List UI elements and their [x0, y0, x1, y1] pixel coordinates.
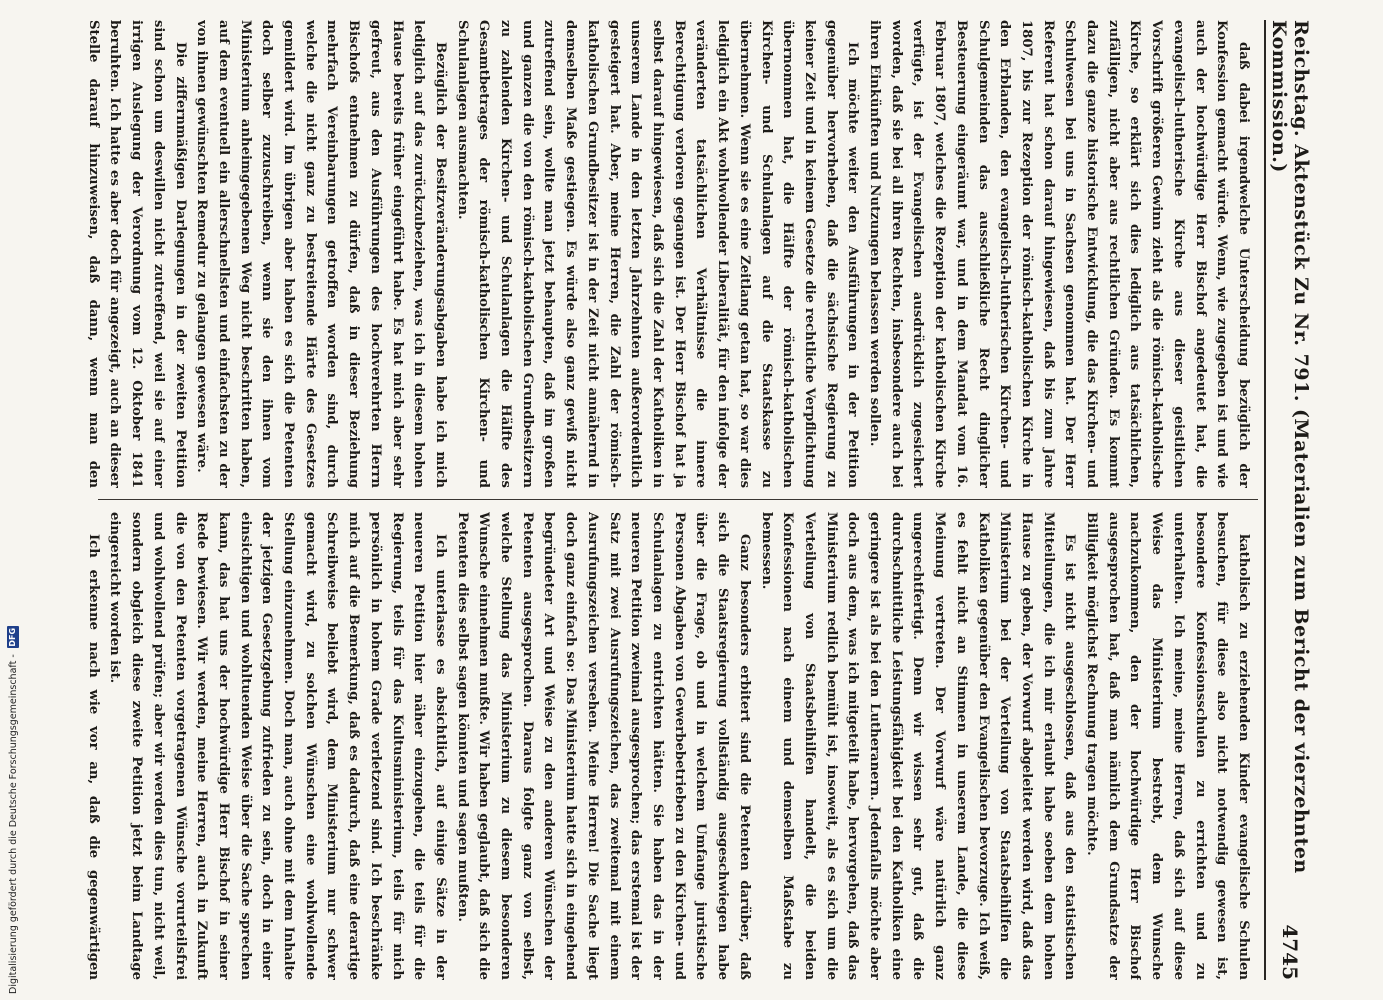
rotated-page-content	[70, 0, 1310, 1000]
column-divider	[98, 499, 1258, 500]
paragraph: daß dabei irgendwelche Unterscheidung bezüglich der Konfession gemacht würde. Wenn, wie zugegeben ist und wie auch der hochwürdige Herr Bischof angedeutet hat, die evangelisch-lutherische Kirche aus dieser geistlichen Vorschrift größeren Gewinn zieht als die römisch-katholische Kirche, so erklärt sich dies lediglich aus tatsächlichen, zufälligen, nicht aber aus rechtlichen Gründen. Es kommt dazu die ganze historische Entwicklung, die das Kirchen- und Schulwesen bei uns in Sachsen genommen hat. Der Herr Referent hat schon darauf hingewiesen, daß bis zum Jahre 1807, bis zur Rezeption der römisch-katholischen Kirche in den Erblanden, den evangelisch-lutherischen Kirchen- und Schulgemeinden das ausschließliche Recht dinglicher Besteuerung eingeräumt war, und in dem Mandat vom 16. Februar 1807, welches die Rezeption der katholischen Kirche verfügte, ist der Evangelischen ausdrücklich zugesichert worden, daß sie bei all ihren Rechten, insbesondere auch bei ihren Einkünften und Nutzungen belassen werden sollen.	[867, 20, 1251, 488]
paragraph: Bezüglich der Besitzveränderungsabgaben habe ich mich lediglich auf das zurückzubeziehen, was ich in diesem hohen Hause bereits früher eingeführt habe. Es hat mich aber sehr gefreut, aus den Ausführungen des hochverehrten Herrn Bischofs entnehmen zu dürfen, daß in dieser Beziehung mehrfach Vereinbarungen getroffen worden sind, durch welche die nicht ganz zu bestreitende Härte des Gesetzes gemildert wird. Im übrigen aber haben es sich die Petenten doch selber zuzuschreiben, wenn sie den ihnen vom Ministerium anheimgegebenen Weg nicht beschritten haben, auf dem eventuell ein allerschnellsten und einfachsten zu der von ihnen gewünschten Remedur zu gelangen gewesen wäre.	[194, 20, 448, 488]
text-column-left	[84, 20, 1254, 488]
page-number: 4745	[1278, 924, 1302, 980]
dfg-logo-icon: DFG	[8, 627, 17, 647]
text-column-right	[84, 512, 1254, 980]
header-rule	[1264, 20, 1266, 980]
paragraph: Die ziffernmäßigen Darlegungen in der zweiten Petition sind schon um deswillen nicht zutreffend, weil sie auf einer irrigen Auslegung der Verordnung vom 12. Oktober 1841 beruhten. Ich hatte es aber doch für angezeigt, auch an dieser Stelle darauf hinzuweisen, daß dann, wenn man den	[85, 20, 188, 488]
page-header	[1270, 20, 1310, 980]
paragraph: Ich unterlasse es absichtlich, auf einige Sätze in der neueren Petition hier näher einzugehen, die teils für die Regierung, teils für das Kultusministerium, teils für mich persönlich in hohem Grade verletzend sind. Ich beschränke mich auf die Bemerkung, daß es dadurch, daß eine derartige Schreibweise beliebt wird, dem Ministerium nur schwer gemacht wird, zu solchen Wünschen eine wohlwollende Stellung einzunehmen. Doch man, auch ohne mit dem Inhalte der jetzigen Gesetzgebung zufrieden zu sein, doch in einer einsichtigen und wohltuenden Weise über die Sache sprechen kann, das hat uns der hochwürdige Herr Bischof in seiner Rede bewiesen. Wir werden, meine Herren, auch in Zukunft die von den Petenten vorgetragenen Wünsche vorurteilsfrei und wohlwollend prüfen; aber wir werden dies tun, nicht weil, sondern obgleich diese zweite Petition jetzt beim Landtage eingereicht worden ist.	[107, 512, 448, 980]
paragraph: Ganz besonders erbitert sind die Petenten darüber, daß sich die Staatsregierung vollständig ausgeschwiegen habe über die Frage, ob und in welchem Umfange juristische Personen Abgaben von Gewerbebetrieben zu den Kirchen- und Schulanlagen zu entrichten hätten. Sie haben das in der neueren Petition zweimal ausgesprochen; das erstemal ist der Satz mit zwei Ausrufungszeichen, das zweitemal mit einem Ausrufungszeichen versehen. Meine Herren! Die Sache liegt doch ganz einfach so: Das Ministerium hatte sich in eingehend begründeter Art und Weise zu den anderen Wünschen der Petenten ausgesprochen. Daraus folgte ganz von selbst, welche Stellung das Ministerium zu diesem besonderen Wunsche einnehmen mußte. Wir haben geglaubt, daß sich die Petenten dies selbst sagen könnten und sagen mußten.	[454, 512, 752, 980]
paragraph: katholisch zu erziehenden Kinder evangelische Schulen besuchen, für diese also nicht notwendig gewesen ist, besondere Konfessionsschulen zu errichten und zu unterhalten. Ich meine, meine Herren, daß sich auf diese Weise das Ministerium bestrebt, dem Wunsche nachzukommen, den der hochwürdige Herr Bischof ausgesprochen hat, daß man nämlich dem Grundsatze der Billigkeit möglichst Rechnung tragen möchte.	[1084, 512, 1251, 980]
header-title: Reichstag. Aktenstück Zu Nr. 791. (Materialien zum Bericht der vierzehnten Kommission.)	[1268, 20, 1312, 874]
paragraph: Es ist nicht ausgeschlossen, daß aus den statistischen Mitteilungen, die ich mir erlaubt habe soeben dem hohen Hause zu geben, der Vorwurf abgeleitet werden wird, daß das Ministerium bei der Verteilung von Staatsbeihilfen die Katholiken gegenüber den Evangelischen bevorzuge. Ich weiß, es fehlt nicht an Stimmen in unserem Lande, die diese Meinung vertreten. Der Vorwurf wäre natürlich ganz ungerechtfertigt. Denn wir wissen sehr gut, daß die durchschnittliche Leistungsfähigkeit bei den Katholiken eine geringere ist als bei den Lutheranern. Jedenfalls möchte aber doch aus dem, was ich mitgeteilt habe, hervorgehen, daß das Ministerium redlich bemüht ist, insoweit, als es sich um die Verteilung von Staatsbeihilfen handelt, die beiden Konfessionen nach einem und demselben Maßstabe zu bemessen.	[758, 512, 1078, 980]
paragraph: Ich erkenne nach wie vor an, daß die gegenwärtigen	[85, 534, 101, 980]
paragraph: Ich möchte weiter den Ausführungen in der Petition gegenüber hervorheben, daß die sächsische Regierung zu keiner Zeit und in keinem Gesetze die rechtliche Verpflichtung übernommen hat, die Hälfte der römisch-katholischen Kirchen- und Schulanlagen auf die Staatskasse zu übernehmen. Wenn sie es eine Zeitlang getan hat, so war dies lediglich ein Akt wohlwollender Liberalität, für den infolge der veränderten tatsächlichen Verhältnisse die innere Berechtigung verloren gegangen ist. Der Herr Bischof hat ja selbst darauf hingewiesen, daß sich die Zahl der Katholiken in unserem Lande in den letzten Jahrzehnten außerordentlich gesteigert hat. Aber, meine Herren, die Zahl der römisch-katholischen Grundbesitzer ist in der Zeit nicht annähernd in demselben Maße gestiegen. Es würde also ganz gewiß nicht zutreffend sein, wollte man jetzt behaupten, daß im großen und ganzen die von den römisch-katholischen Grundbesitzern zu zahlenden Kirchen- und Schulanlagen die Hälfte des Gesamtbetrages der römisch-katholischen Kirchen- und Schulanlagen ausmachten.	[454, 20, 861, 488]
digitization-footer	[6, 594, 20, 994]
footer-text: Digitalisierung gefördert durch die Deutsche Forschungsgemeinschaft -	[7, 654, 19, 994]
